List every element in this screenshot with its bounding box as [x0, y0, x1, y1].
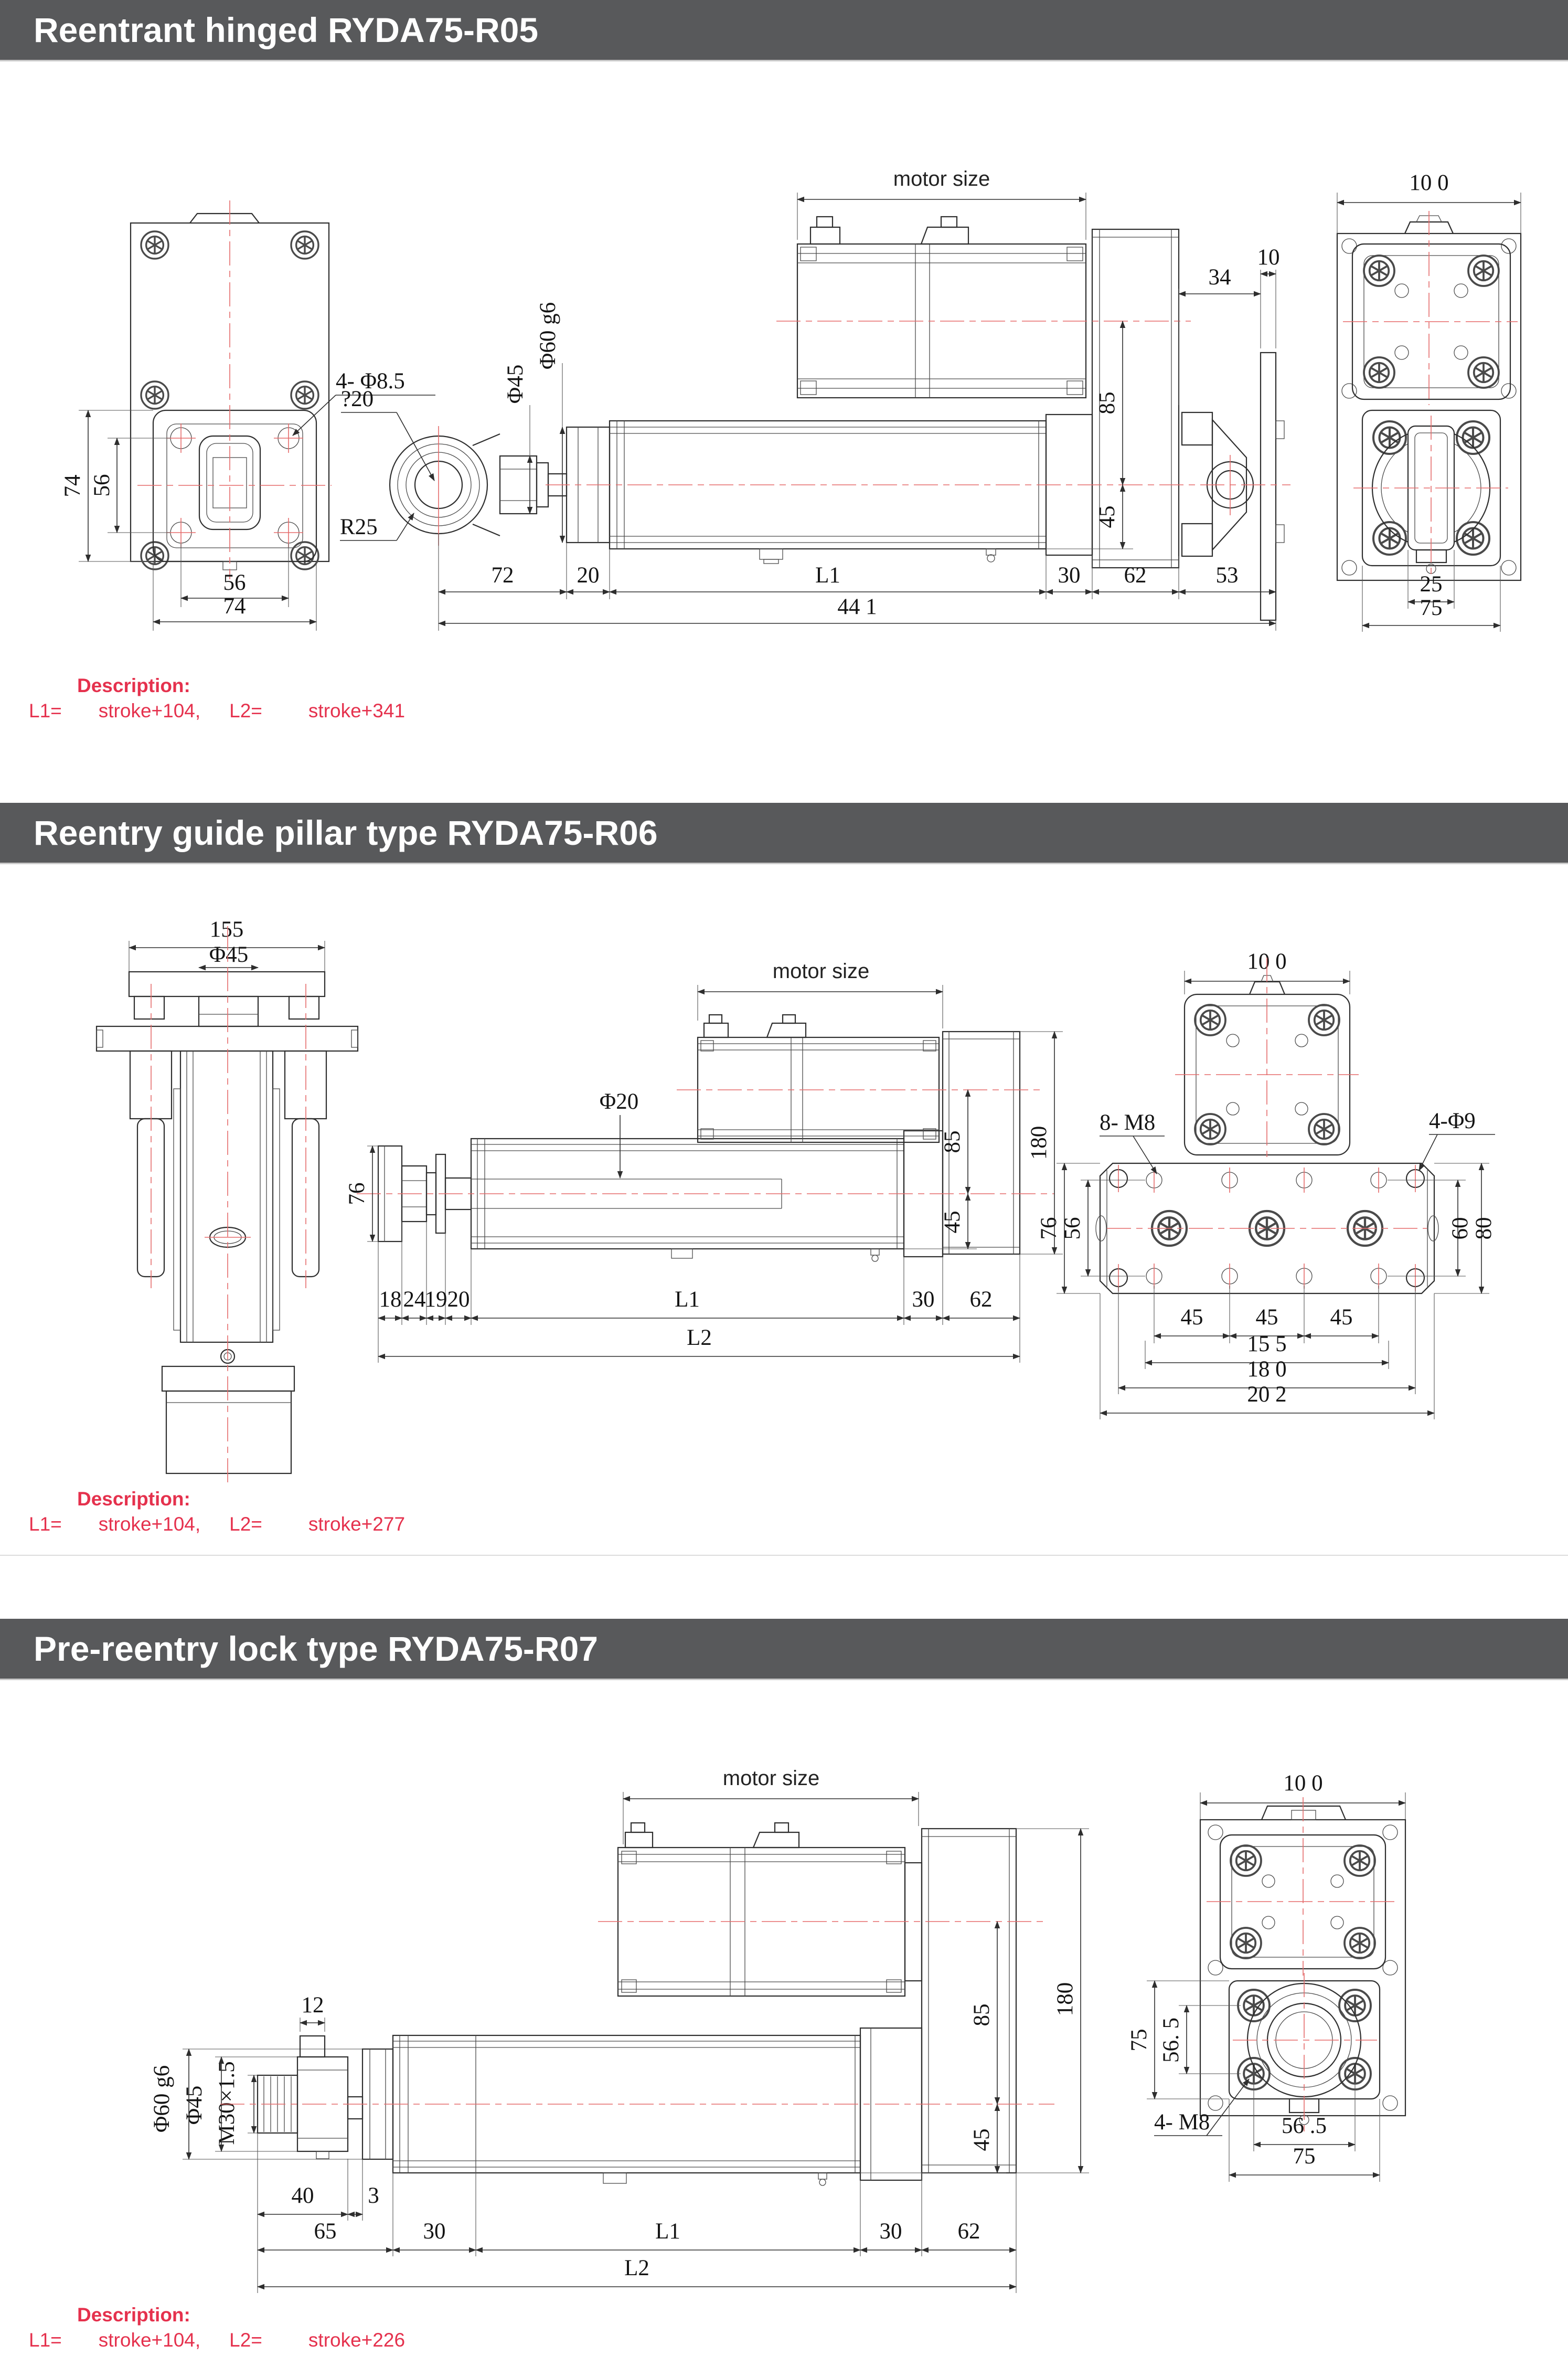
description-formula	[29, 1512, 405, 1537]
dim-19: 19	[424, 1287, 447, 1312]
thread-callout: 4- M8	[1154, 2110, 1210, 2135]
dim-62: 62	[957, 2219, 980, 2244]
dim-30a: 30	[423, 2219, 446, 2244]
motor-size-label: motor size	[893, 167, 990, 190]
dim-30: 30	[1058, 563, 1081, 588]
l2-value: stroke+277	[308, 1513, 406, 1535]
description-formula	[29, 698, 405, 724]
thread-callout: 8- M8	[1100, 1110, 1156, 1135]
motor-size-label: motor size	[772, 960, 870, 983]
dim-56-v: 56	[90, 474, 114, 497]
dim-62: 62	[969, 1287, 993, 1312]
section2-description	[29, 1487, 405, 1537]
dim-180: 180	[1053, 1982, 1078, 2017]
section1-header	[0, 0, 1568, 61]
dim-45: 45	[940, 1211, 965, 1234]
dim-L1: L1	[655, 2219, 680, 2244]
dim-10: 10	[1257, 245, 1280, 270]
shaft-dia-label: Φ60 g6	[150, 2065, 174, 2133]
section1-title: Reentrant hinged RYDA75-R05	[34, 10, 539, 49]
dim-45a: 45	[1180, 1305, 1203, 1330]
hole-callout: 4-Φ9	[1429, 1109, 1476, 1133]
dim-30: 30	[912, 1287, 935, 1312]
section3-header	[0, 1619, 1568, 1680]
section1-description	[29, 673, 405, 724]
s2-front-view	[97, 917, 358, 1482]
dim-76: 76	[345, 1182, 369, 1205]
section1-drawing	[0, 59, 1568, 677]
l1-key: L1=	[29, 1513, 62, 1535]
dim-155: 15 5	[1247, 1332, 1287, 1356]
dim-phi45: Φ45	[209, 942, 249, 967]
dim-80: 80	[1471, 1217, 1496, 1240]
motor-size-label: motor size	[722, 1767, 820, 1790]
dim-155: 155	[209, 917, 244, 942]
dim-L2: L2	[624, 2256, 649, 2280]
dim-3: 3	[368, 2183, 379, 2208]
dim-total: 44 1	[837, 595, 877, 619]
rod-dia-callout: Φ20	[599, 1089, 639, 1114]
dim-75: 75	[1420, 596, 1443, 620]
dim-74-v: 74	[60, 474, 85, 497]
rod-dia-label: Φ45	[182, 2085, 207, 2125]
description-label: Description:	[77, 2304, 190, 2326]
section3-title: Pre-reentry lock type RYDA75-R07	[34, 1629, 598, 1668]
s1-rod-end-view	[340, 302, 610, 546]
dim-565-left: 56. 5	[1159, 2018, 1183, 2063]
dim-62: 62	[1124, 563, 1147, 588]
l1-value: stroke+104,	[98, 700, 201, 721]
l2-value: stroke+226	[308, 2329, 406, 2351]
dim-L1: L1	[815, 563, 840, 588]
s1-front-view	[60, 200, 435, 631]
l2-key: L2=	[229, 1513, 262, 1535]
l2-key: L2=	[229, 700, 262, 721]
dim-85: 85	[940, 1130, 965, 1153]
s2-end-view	[1037, 949, 1496, 1419]
s3-end-view	[1127, 1771, 1405, 2182]
s1-side-view	[439, 167, 1290, 631]
dim-24: 24	[403, 1287, 426, 1312]
section3-description	[29, 2302, 405, 2353]
dim-34: 34	[1208, 265, 1231, 290]
dim-100: 10 0	[1283, 1771, 1323, 1796]
dim-100: 10 0	[1247, 949, 1287, 974]
shaft-dia-label: Φ60 g6	[536, 302, 560, 370]
dim-L2: L2	[687, 1325, 712, 1350]
dim-L1: L1	[675, 1287, 700, 1312]
dim-20: 20	[577, 563, 600, 588]
dim-180: 180	[1027, 1126, 1051, 1160]
dim-12: 12	[301, 1993, 324, 2018]
section2-drawing	[0, 863, 1568, 1488]
s1-end-view	[1337, 171, 1521, 632]
dim-45: 45	[1095, 505, 1119, 528]
dim-76: 76	[1037, 1217, 1061, 1240]
dim-30b: 30	[879, 2219, 902, 2244]
dim-25: 25	[1420, 572, 1443, 597]
dim-18: 18	[379, 1287, 402, 1312]
dim-45: 45	[969, 2128, 994, 2151]
rod-dia-label: Φ45	[503, 364, 528, 404]
dim-202: 20 2	[1247, 1382, 1287, 1407]
dim-56-h: 56	[223, 570, 246, 595]
dim-85: 85	[1095, 391, 1119, 415]
dim-565-bottom: 56 .5	[1282, 2114, 1327, 2138]
hole-callout: 4- Φ8.5	[336, 369, 405, 394]
l1-key: L1=	[29, 700, 62, 721]
l1-value: stroke+104,	[98, 2329, 201, 2351]
dim-100: 10 0	[1409, 171, 1449, 195]
l1-value: stroke+104,	[98, 1513, 201, 1535]
l2-key: L2=	[229, 2329, 262, 2351]
s3-side-view	[150, 1767, 1089, 2293]
description-formula	[29, 2328, 405, 2353]
dim-75-left: 75	[1127, 2029, 1151, 2052]
dim-45b: 45	[1255, 1305, 1278, 1330]
section2-title: Reentry guide pillar type RYDA75-R06	[34, 813, 658, 852]
dim-74-h: 74	[223, 594, 246, 619]
eye-callout: ?20	[341, 387, 374, 411]
l2-value: stroke+341	[308, 700, 406, 721]
dim-56: 56	[1060, 1217, 1085, 1240]
dim-180: 18 0	[1247, 1357, 1287, 1382]
section2-header	[0, 803, 1568, 864]
dim-20: 20	[447, 1287, 470, 1312]
description-label: Description:	[77, 675, 190, 696]
section-separator	[0, 1555, 1568, 1556]
section3-drawing	[0, 1679, 1568, 2298]
thread-label: M30×1.5	[215, 2061, 239, 2145]
dim-60: 60	[1448, 1217, 1473, 1240]
dim-40: 40	[291, 2183, 314, 2208]
l1-key: L1=	[29, 2329, 62, 2351]
s2-side-view	[345, 960, 1063, 1363]
dim-72: 72	[491, 563, 514, 588]
dim-65: 65	[314, 2219, 337, 2244]
dim-85: 85	[969, 2003, 994, 2026]
dim-45c: 45	[1330, 1305, 1353, 1330]
dim-75-bottom: 75	[1293, 2144, 1316, 2169]
dim-53: 53	[1215, 563, 1239, 588]
description-label: Description:	[77, 1488, 190, 1510]
radius-callout: R25	[340, 515, 378, 539]
